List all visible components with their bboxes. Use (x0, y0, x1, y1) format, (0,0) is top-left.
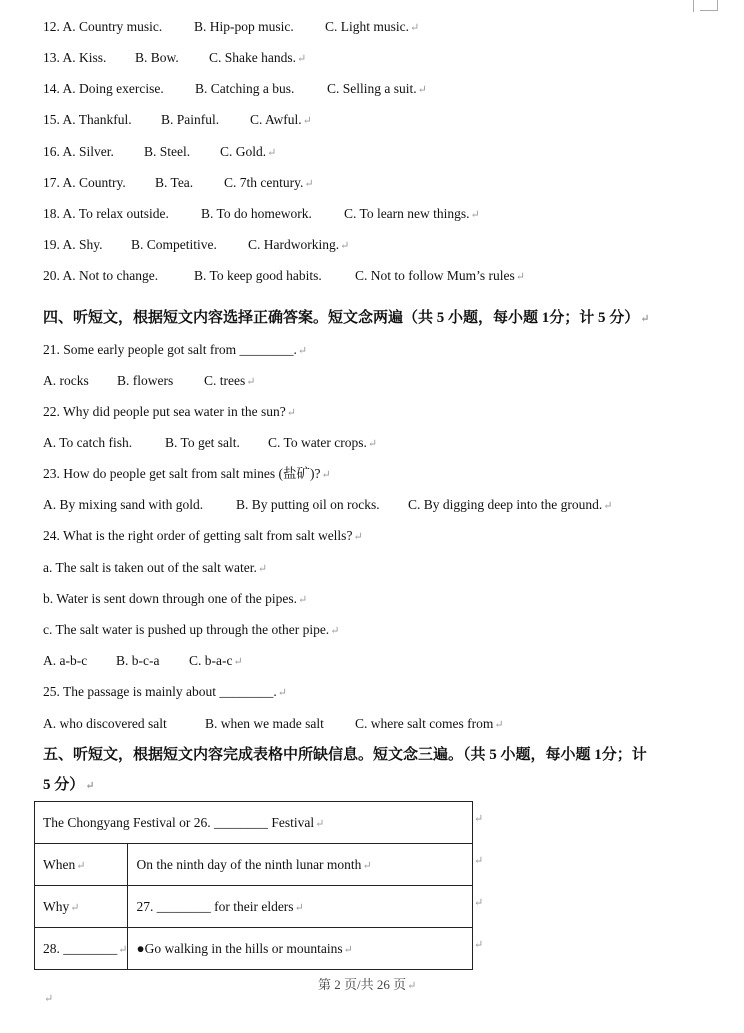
option-a: A. Country music. (62, 19, 163, 34)
option-a: A. Not to change. (62, 268, 159, 283)
table-row (35, 886, 473, 928)
question-13: 13. A. Kiss. (43, 50, 107, 65)
option-b: B. Painful. (161, 112, 220, 127)
question-22: 22. Why did people put sea water in the sun?↵ (43, 404, 296, 419)
option-b: B. when we made salt (205, 716, 324, 731)
section-4-heading: 四、听短文，根据短文内容选择正确答案。短文念两遍（共 5 小题，每小题 1分；计 5 分）↵ (43, 310, 650, 326)
option-b: B. To do homework. (201, 206, 312, 221)
option-a: A. Thankful. (62, 112, 132, 127)
option-c: C. where salt comes from↵ (355, 716, 504, 731)
option-b: B. Steel. (144, 144, 191, 159)
row-end-mark: ↵ (474, 897, 484, 909)
option-a: A. Kiss. (62, 50, 107, 65)
option-c: C. Gold.↵ (220, 144, 277, 159)
question-16: 16. A. Silver. (43, 144, 114, 159)
option-b: B. To get salt. (165, 435, 240, 450)
question-23: 23. How do people get salt from salt mines (盐矿)?↵ (43, 466, 331, 481)
question-21: 21. Some early people got salt from ________.↵ (43, 342, 308, 357)
page-footer: 第 2 页/共 26 页↵ (318, 977, 417, 992)
option-b: B. To keep good habits. (194, 268, 322, 283)
table-row (35, 844, 473, 886)
step-a: a. The salt is taken out of the salt water.↵ (43, 560, 268, 575)
option-c: C. Hardworking.↵ (248, 237, 350, 252)
question-20: 20. A. Not to change. (43, 268, 159, 283)
question-12: 12. A. Country music. (43, 19, 163, 34)
table-row (35, 928, 473, 970)
option-a: A. who discovered salt (43, 716, 167, 731)
table-value-cell: On the ninth day of the ninth lunar month↵ (128, 844, 473, 886)
page-corner-mark (700, 10, 718, 11)
question-19: 19. A. Shy. (43, 237, 103, 252)
festival-table (34, 801, 473, 970)
table-value-cell: 27. ________ for their elders↵ (128, 886, 473, 928)
option-b: B. Hip-pop music. (194, 19, 294, 34)
option-b: B. flowers (117, 373, 174, 388)
option-a: A. To catch fish. (43, 435, 133, 450)
option-c: C. Selling a suit.↵ (327, 81, 427, 96)
option-a: A. Shy. (62, 237, 103, 252)
option-b: B. Bow. (135, 50, 179, 65)
option-b: B. b-c-a (116, 653, 160, 668)
table-label-cell: 28. ________↵ (35, 928, 128, 970)
table-row (35, 802, 473, 844)
question-24: 24. What is the right order of getting salt from salt wells?↵ (43, 528, 363, 543)
question-18: 18. A. To relax outside. (43, 206, 169, 221)
option-a: A. By mixing sand with gold. (43, 497, 204, 512)
question-25: 25. The passage is mainly about ________.↵ (43, 684, 287, 699)
option-a: A. To relax outside. (62, 206, 169, 221)
option-a: A. rocks (43, 373, 89, 388)
option-c: C. 7th century.↵ (224, 175, 314, 190)
question-17: 17. A. Country. (43, 175, 126, 190)
option-a: A. Silver. (62, 144, 114, 159)
option-b: B. Catching a bus. (195, 81, 295, 96)
option-b: B. Competitive. (131, 237, 217, 252)
step-c: c. The salt water is pushed up through the other pipe.↵ (43, 622, 340, 637)
page-corner-mark (693, 0, 694, 12)
row-end-mark: ↵ (474, 813, 484, 825)
empty-paragraph-mark: ↵ (44, 993, 54, 1005)
option-a: A. Doing exercise. (62, 81, 164, 96)
table-value-cell: ●Go walking in the hills or mountains↵ (128, 928, 473, 970)
row-end-mark: ↵ (474, 939, 484, 951)
question-15: 15. A. Thankful. (43, 112, 132, 127)
option-c: C. Light music.↵ (325, 19, 420, 34)
table-label-cell: When↵ (35, 844, 128, 886)
option-b: B. By putting oil on rocks. (236, 497, 380, 512)
row-end-mark: ↵ (474, 855, 484, 867)
option-c: C. By digging deep into the ground.↵ (408, 497, 613, 512)
option-c: C. Awful.↵ (250, 112, 312, 127)
table-title-cell: The Chongyang Festival or 26. ________ Festival↵ (35, 802, 473, 844)
option-c: C. To learn new things.↵ (344, 206, 480, 221)
section-5-heading-cont: 5 分）↵ (43, 777, 95, 793)
option-b: B. Tea. (155, 175, 194, 190)
option-c: C. To water crops.↵ (268, 435, 378, 450)
step-b: b. Water is sent down through one of the pipes.↵ (43, 591, 308, 606)
option-a: A. Country. (62, 175, 126, 190)
option-c: C. b-a-c↵ (189, 653, 243, 668)
option-c: C. Shake hands.↵ (209, 50, 307, 65)
question-14: 14. A. Doing exercise. (43, 81, 164, 96)
page-corner-mark (717, 0, 718, 11)
option-c: C. trees↵ (204, 373, 256, 388)
option-a: A. a-b-c (43, 653, 88, 668)
section-5-heading: 五、听短文，根据短文内容完成表格中所缺信息。短文念三遍。（共 5 小题，每小题 1分；计 (43, 747, 647, 763)
table-label-cell: Why↵ (35, 886, 128, 928)
option-c: C. Not to follow Mum’s rules↵ (355, 268, 525, 283)
